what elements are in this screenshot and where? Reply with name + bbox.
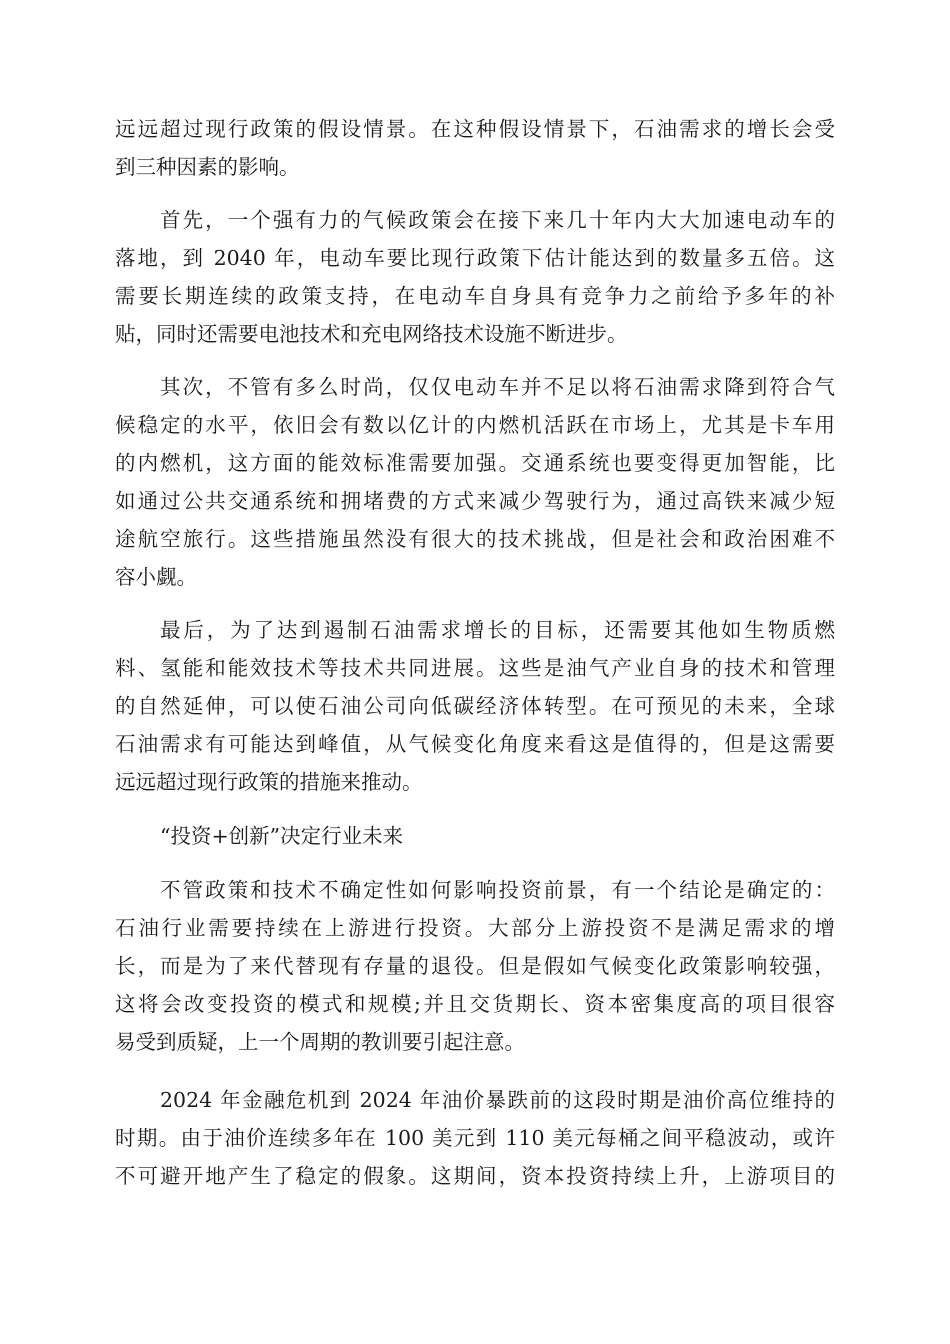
paragraph-line: 到三种因素的影响。 [115, 155, 300, 179]
paragraph-line: 不可避开地产生了稳定的假象。这期间，资本投资持续上升，上游项目的 [115, 1164, 835, 1188]
paragraph-line: 首先，一个强有力的气候政策会在接下来几十年内大大加速电动车的 [160, 208, 835, 232]
paragraph-line: 落地，到 2040 年，电动车要比现行政策下估计能达到的数量多五倍。这 [115, 246, 835, 270]
paragraph-line: 贴，同时还需要电池技术和充电网络技术设施不断进步。 [115, 322, 628, 346]
section-heading: “投资+创新”决定行业未来 [160, 824, 404, 848]
paragraph-line: 其次，不管有多么时尚，仅仅电动车并不足以将石油需求降到符合气 [160, 375, 835, 399]
paragraph-line: 时期。由于油价连续多年在 100 美元到 110 美元每桶之间平稳波动，或许 [115, 1126, 835, 1150]
paragraph-line: 2024 年金融危机到 2024 年油价暴跌前的这段时期是油价高位维持的 [160, 1088, 835, 1112]
paragraph-line: 最后，为了达到遏制石油需求增长的目标，还需要其他如生物质燃 [160, 618, 835, 642]
paragraph-line: 如通过公共交通系统和拥堵费的方式来减少驾驶行为，通过高铁来减少短 [115, 489, 835, 513]
paragraph-line: 的自然延伸，可以使石油公司向低碳经济体转型。在可预见的未来，全球 [115, 694, 835, 718]
paragraph-line: 不管政策和技术不确定性如何影响投资前景，有一个结论是确定的： [160, 878, 835, 902]
paragraph-line: 需要长期连续的政策支持，在电动车自身具有竞争力之前给予多年的补 [115, 284, 835, 308]
paragraph-line: 途航空旅行。这些措施虽然没有很大的技术挑战，但是社会和政治困难不 [115, 527, 835, 551]
paragraph-line: 料、氢能和能效技术等技术共同进展。这些是油气产业自身的技术和管理 [115, 656, 835, 680]
paragraph-line: 候稳定的水平，依旧会有数以亿计的内燃机活跃在市场上，尤其是卡车用 [115, 413, 835, 437]
paragraph-line: 易受到质疑，上一个周期的教训要引起注意。 [115, 1030, 525, 1054]
paragraph-line: 远远超过现行政策的假设情景。在这种假设情景下，石油需求的增长会受 [115, 117, 835, 141]
paragraph-line: 的内燃机，这方面的能效标准需要加强。交通系统也要变得更加智能，比 [115, 451, 835, 475]
paragraph-line: 容小觑。 [115, 565, 197, 589]
paragraph-line: 石油行业需要持续在上游进行投资。大部分上游投资不是满足需求的增 [115, 916, 835, 940]
paragraph-line: 长，而是为了来代替现有存量的退役。但是假如气候变化政策影响较强， [115, 954, 835, 978]
paragraph-line: 远远超过现行政策的措施来推动。 [115, 770, 423, 794]
paragraph-line: 石油需求有可能达到峰值，从气候变化角度来看这是值得的，但是这需要 [115, 732, 835, 756]
paragraph-line: 这将会改变投资的模式和规模;并且交货期长、资本密集度高的项目很容 [115, 992, 835, 1016]
